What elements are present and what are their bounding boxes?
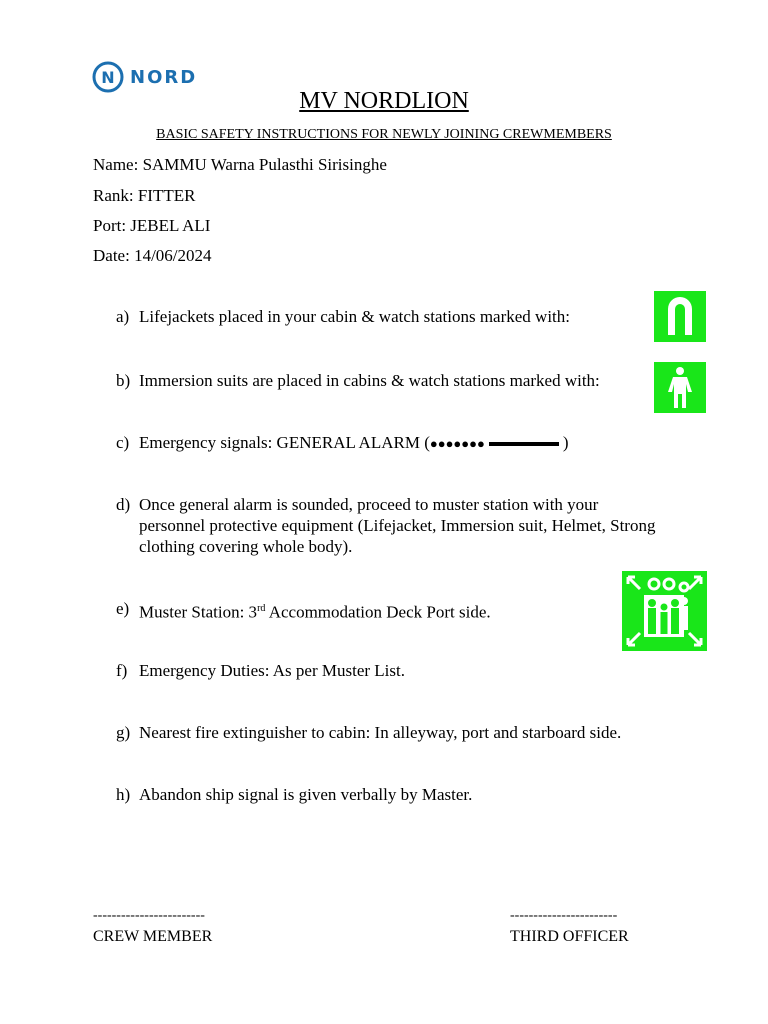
ship-title: MV NORDLION <box>299 88 469 114</box>
item-label: c) <box>116 433 130 452</box>
item-text: Lifejackets placed in your cabin & watch stations marked with: <box>139 307 571 326</box>
item-label: g) <box>116 723 131 742</box>
instruction-g <box>116 722 676 743</box>
item-label: d) <box>116 495 131 514</box>
crew-signature-label: CREW MEMBER <box>93 928 213 945</box>
officer-signature-line: ----------------------- <box>510 908 618 923</box>
document-subtitle: BASIC SAFETY INSTRUCTIONS FOR NEWLY JOINING CREWMEMBERS <box>156 127 612 142</box>
close-paren: ) <box>562 433 569 452</box>
item-text: Nearest fire extinguisher to cabin: In alleyway, port and starboard side. <box>139 723 622 742</box>
instruction-c <box>116 432 656 454</box>
crew-rank: Rank: FITTER <box>93 186 196 205</box>
logo-letter: N <box>101 68 115 87</box>
instruction-a <box>116 306 656 327</box>
instruction-e <box>116 598 656 623</box>
join-date: Date: 14/06/2024 <box>93 246 212 265</box>
long-blast <box>489 442 559 446</box>
item-text: Muster Station: 3 <box>139 602 258 622</box>
logo-text: NORD <box>130 66 198 88</box>
lifejacket-sign-icon <box>654 291 706 342</box>
item-text: Once general alarm is sounded, proceed to muster station with your personnel protective equipment (Lifejacket, Immersion suit, Helmet, Strong clothing covering whole body). <box>139 495 656 556</box>
item-text: Emergency Duties: As per Muster List. <box>139 661 405 680</box>
item-label: a) <box>116 307 130 326</box>
instruction-d <box>116 494 656 557</box>
item-text: Immersion suits are placed in cabins & watch stations marked with: <box>139 371 600 390</box>
crew-signature-line: ------------------------ <box>93 908 205 923</box>
item-label: h) <box>116 785 131 804</box>
join-port: Port: JEBEL ALI <box>93 216 211 235</box>
instruction-f <box>116 660 656 681</box>
ordinal-suffix: rd <box>257 603 266 614</box>
item-text: Abandon ship signal is given verbally by Master. <box>139 785 473 804</box>
item-label: b) <box>116 371 131 390</box>
item-label: e) <box>116 599 130 618</box>
item-text: Accommodation Deck Port side. <box>265 602 491 622</box>
item-label: f) <box>116 661 128 680</box>
short-blasts: ●●●●●●● <box>429 436 485 451</box>
item-text: Emergency signals: GENERAL ALARM ( <box>139 433 430 452</box>
muster-station-sign-icon <box>622 571 707 651</box>
immersion-suit-sign-icon <box>654 362 706 413</box>
instruction-h <box>116 784 656 805</box>
instruction-b <box>116 370 656 391</box>
crew-name: Name: SAMMU Warna Pulasthi Sirisinghe <box>93 155 387 174</box>
officer-signature-label: THIRD OFFICER <box>510 928 629 945</box>
